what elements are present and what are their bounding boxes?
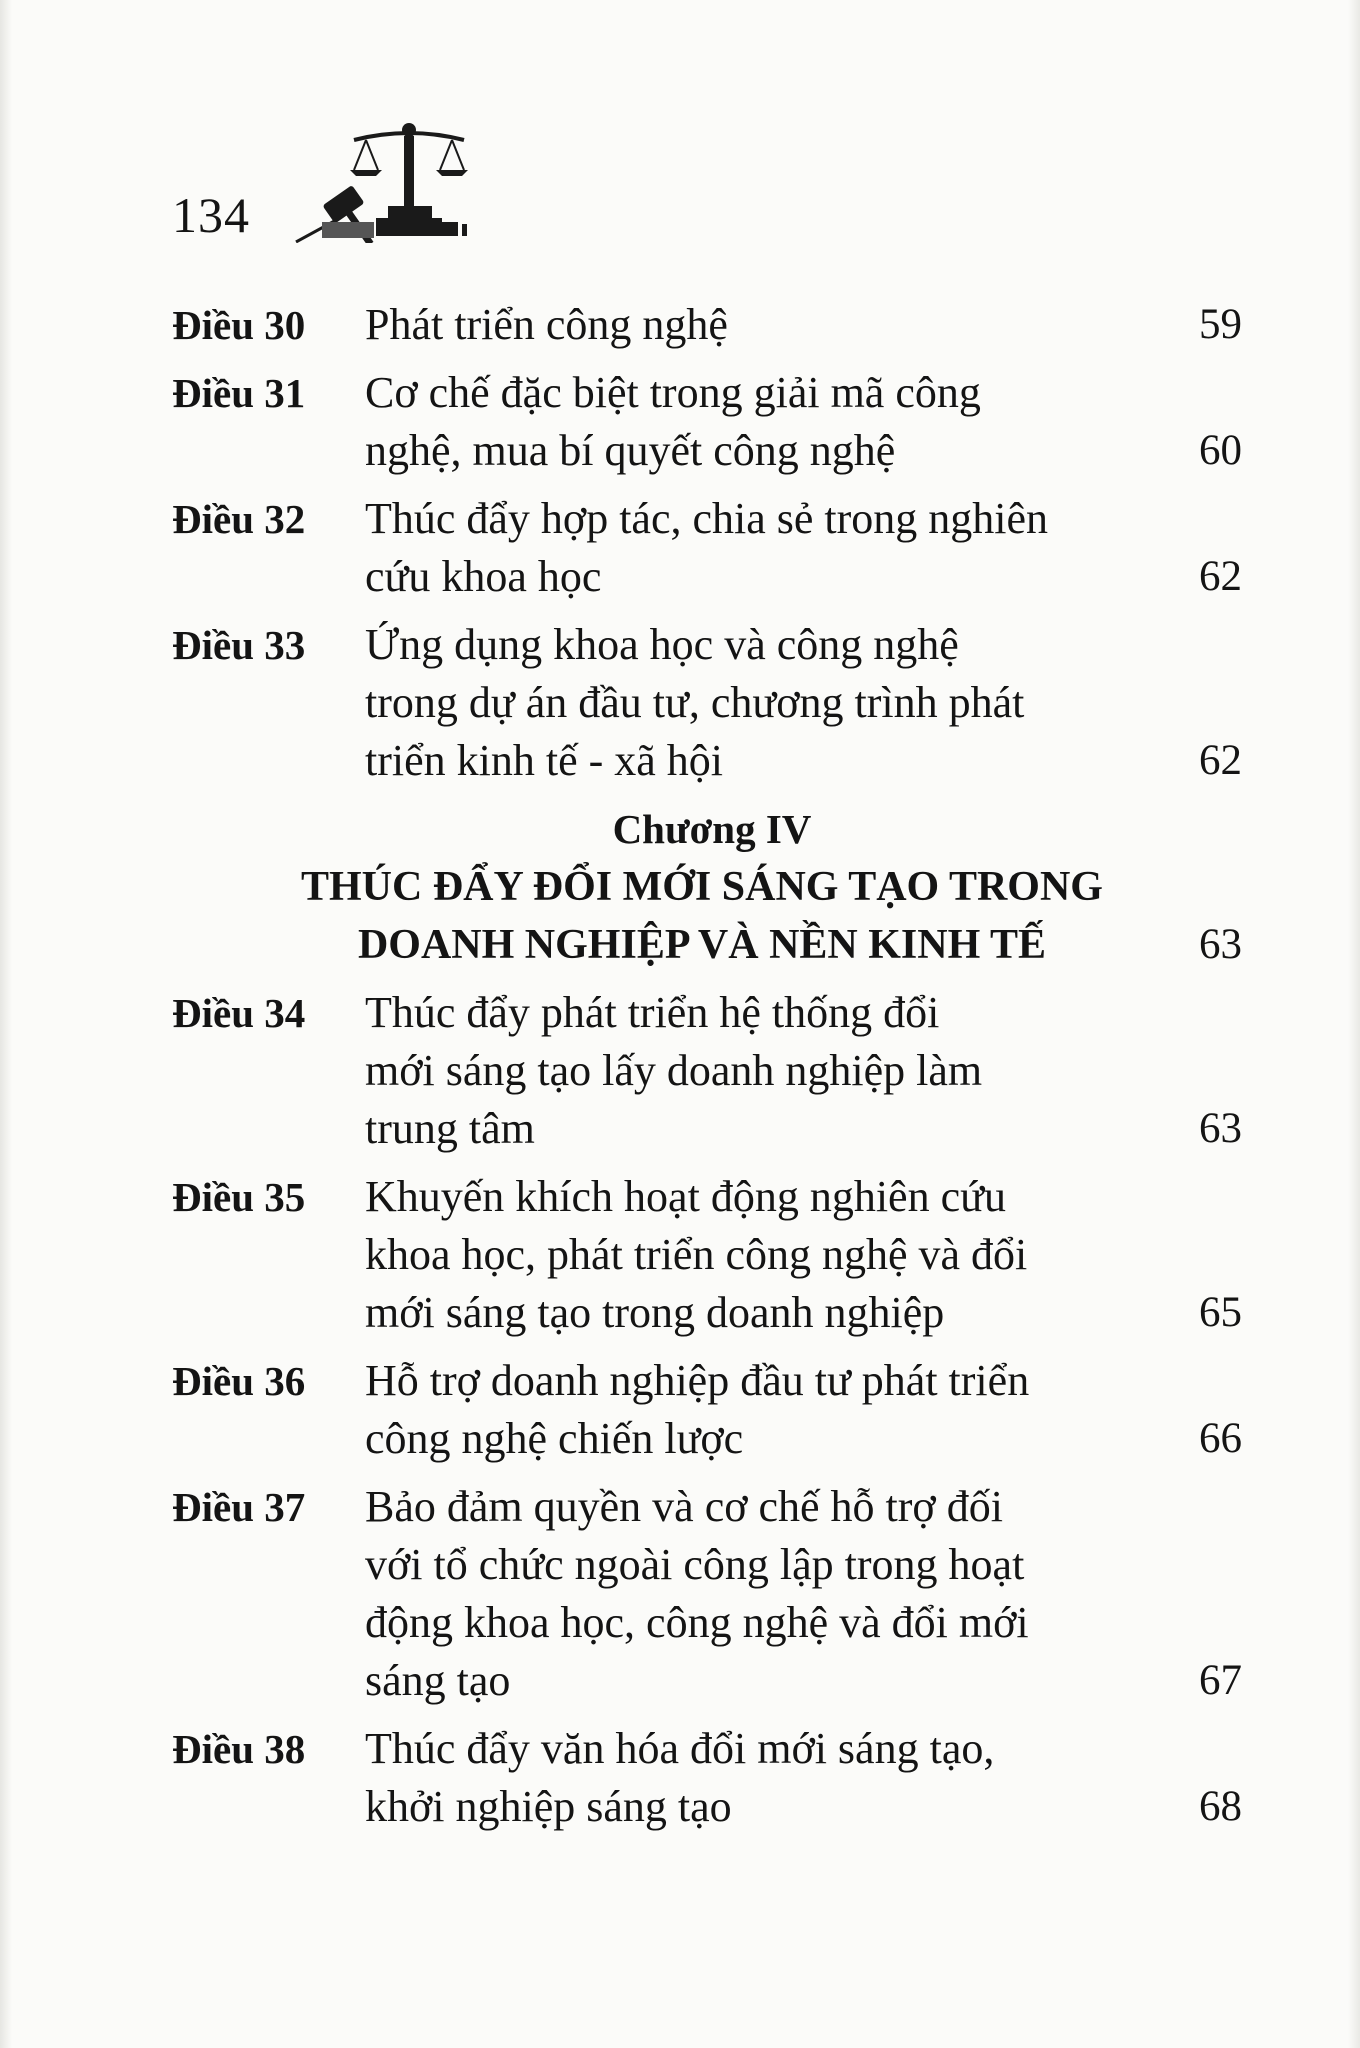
page-header (172, 118, 592, 248)
title-line: công nghệ chiến lược (365, 1414, 744, 1463)
article-title (365, 364, 1160, 480)
page-ref: 62 (1199, 737, 1242, 784)
title-line: nghệ, mua bí quyết công nghệ (365, 426, 896, 475)
title-line: khoa học, phát triển công nghệ và đổi (365, 1230, 1028, 1279)
page-ref: 60 (1199, 427, 1242, 474)
toc-entry[interactable] (172, 1352, 1242, 1468)
article-label: Điều 35 (172, 1174, 306, 1220)
article-title (365, 984, 1160, 1158)
title-line: sáng tạo (365, 1656, 511, 1705)
title-line: mới sáng tạo trong doanh nghiệp (365, 1288, 945, 1337)
title-line: trong dự án đầu tư, chương trình phát (365, 678, 1025, 727)
chapter-title-line: DOANH NGHIỆP VÀ NỀN KINH TẾ (357, 922, 1047, 968)
table-of-contents (172, 296, 1242, 1846)
toc-entry[interactable] (172, 490, 1242, 606)
title-line: Phát triển công nghệ (365, 300, 728, 349)
article-label: Điều 30 (172, 302, 306, 348)
chapter-title (202, 858, 1202, 974)
article-title (365, 296, 1160, 354)
page-ref: 63 (1199, 921, 1242, 968)
article-title (365, 1168, 1160, 1342)
article-title (365, 490, 1160, 606)
title-line: khởi nghiệp sáng tạo (365, 1782, 732, 1831)
article-label: Điều 31 (172, 370, 306, 416)
page-number: 134 (172, 187, 250, 243)
title-line: triển kinh tế - xã hội (365, 736, 724, 785)
toc-entry[interactable] (172, 296, 1242, 354)
article-title (365, 1720, 1160, 1836)
page-ref: 63 (1199, 1105, 1242, 1152)
article-title (365, 616, 1160, 790)
article-label: Điều 34 (172, 990, 306, 1036)
title-line: Cơ chế đặc biệt trong giải mã công (365, 368, 981, 417)
page-ref: 62 (1199, 553, 1242, 600)
title-line: mới sáng tạo lấy doanh nghiệp làm (365, 1046, 983, 1095)
title-line: cứu khoa học (365, 552, 602, 601)
toc-entry[interactable] (172, 1168, 1242, 1342)
title-line: Thúc đẩy hợp tác, chia sẻ trong nghiên (365, 494, 1049, 543)
article-label: Điều 37 (172, 1484, 306, 1530)
page-ref: 67 (1199, 1657, 1242, 1704)
article-label: Điều 36 (172, 1358, 306, 1404)
title-line: Thúc đẩy phát triển hệ thống đổi (365, 988, 940, 1037)
toc-entry[interactable] (172, 364, 1242, 480)
article-title (365, 1478, 1160, 1710)
chapter-title-line: THÚC ĐẨY ĐỔI MỚI SÁNG TẠO TRONG (301, 864, 1103, 910)
page-ref: 65 (1199, 1289, 1242, 1336)
article-label: Điều 38 (172, 1726, 306, 1772)
toc-entry[interactable] (172, 984, 1242, 1158)
title-line: Thúc đẩy văn hóa đổi mới sáng tạo, (365, 1724, 995, 1773)
article-label: Điều 32 (172, 496, 306, 542)
title-line: Hỗ trợ doanh nghiệp đầu tư phát triển (365, 1356, 1030, 1405)
title-line: Khuyến khích hoạt động nghiên cứu (365, 1172, 1006, 1221)
title-line: Bảo đảm quyền và cơ chế hỗ trợ đối (365, 1482, 1003, 1531)
toc-entry[interactable] (172, 1720, 1242, 1836)
page-ref: 59 (1199, 301, 1242, 348)
title-line: với tổ chức ngoài công lập trong hoạt (365, 1540, 1025, 1589)
chapter-heading[interactable] (172, 800, 1242, 974)
chapter-label: Chương IV (612, 806, 812, 852)
toc-entry[interactable] (172, 1478, 1242, 1710)
page-ref: 68 (1199, 1783, 1242, 1830)
title-line: động khoa học, công nghệ và đổi mới (365, 1598, 1029, 1647)
title-line: Ứng dụng khoa học và công nghệ (365, 620, 959, 669)
left-page-edge (0, 0, 12, 2048)
toc-entry[interactable] (172, 616, 1242, 790)
article-label: Điều 33 (172, 622, 306, 668)
article-title (365, 1352, 1160, 1468)
right-page-edge (1348, 0, 1360, 2048)
title-line: trung tâm (365, 1104, 535, 1153)
page-ref: 66 (1199, 1415, 1242, 1462)
scales-and-gavel-icon (292, 118, 472, 243)
